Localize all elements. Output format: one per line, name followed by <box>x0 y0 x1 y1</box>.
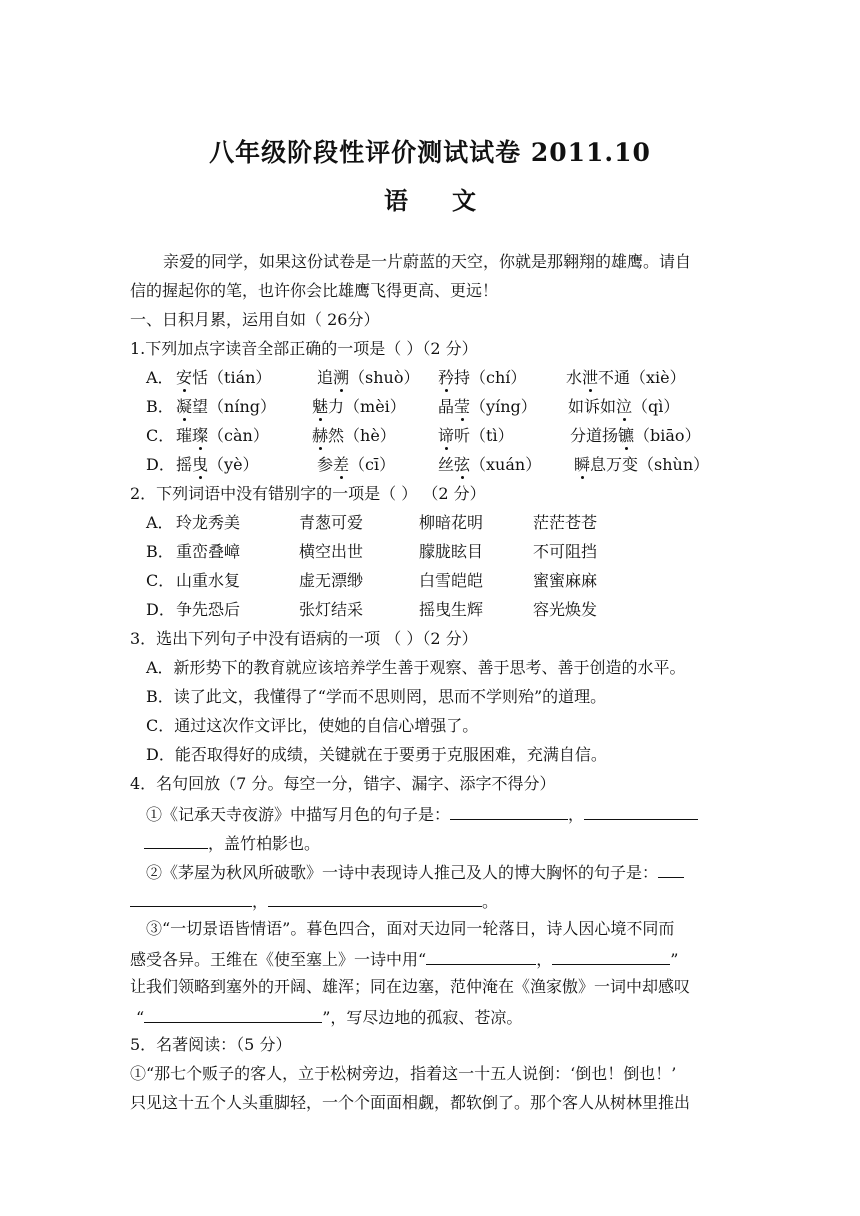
section-1-heading: 一、日积月累，运用自如（ 26分） <box>130 310 380 329</box>
option-item: 如诉如泣（qì） <box>568 397 680 416</box>
q4-item-1 <box>146 802 746 826</box>
option-label: C． <box>146 426 175 445</box>
q4-item-3-line-2 <box>130 947 730 971</box>
q4-item-2-text: ②《茅屋为秋风所破歌》一诗中表现诗人推己及人的博大胸怀的句子是： <box>146 863 659 882</box>
option-item: 参差（cī） <box>317 455 396 474</box>
option-item: 谛听（tì） <box>438 426 514 445</box>
comma: ， <box>568 805 585 824</box>
option-label: A． <box>146 513 174 532</box>
q5-line-1: ①“那七个贩子的客人，立于松树旁边，指着这一十五人说倒：‘倒也！倒也！’ <box>130 1064 677 1083</box>
option-label: C． <box>146 571 175 590</box>
option-item: 茫茫苍苍 <box>533 513 598 532</box>
answer-blank[interactable] <box>450 802 568 820</box>
page-title: 八年级阶段性评价测试试卷 2011.10 <box>209 138 651 167</box>
option-item: 璀璨（càn） <box>176 426 269 445</box>
answer-blank[interactable] <box>584 802 698 820</box>
option-item: 蜜蜜麻麻 <box>533 571 598 590</box>
q4-stem: 4．名句回放（7 分。每空一分，错字、漏字、添字不得分） <box>130 774 556 793</box>
option-item: 瞬息万变（shùn） <box>574 455 710 474</box>
option-item: 丝弦（xuán） <box>438 455 542 474</box>
q2-stem: 2．下列词语中没有错别字的一项是（ ） （2 分） <box>130 484 486 503</box>
q3-option-d: D．能否取得好的成绩，关键就在于要勇于克服困难，充满自信。 <box>146 745 607 764</box>
q5-stem: 5．名著阅读：（5 分） <box>130 1035 292 1054</box>
option-item: 追溯（shuò） <box>317 368 420 387</box>
q4-item-3-line-4 <box>136 1005 736 1029</box>
option-item: 晶莹（yíng） <box>438 397 537 416</box>
q4-item-2 <box>146 860 746 884</box>
option-item: 张灯结采 <box>299 600 364 619</box>
option-item: 争先恐后 <box>176 600 241 619</box>
q4-item-3-end: ”，写尽边地的孤寂、苍凉。 <box>322 1008 523 1027</box>
q4-item-3-line-3: 让我们领略到塞外的开阔、雄浑；同在边塞，范仲淹在《渔家傲》一词中却感叹 <box>130 977 691 996</box>
intro-line-2: 信的握起你的笔，也许你会比雄鹰飞得更高、更远！ <box>130 281 499 300</box>
q1-stem: 1.下列加点字读音全部正确的一项是（ ）（2 分） <box>130 339 478 358</box>
option-item: 横空出世 <box>299 542 364 561</box>
option-label: D． <box>146 455 175 474</box>
option-item: 虚无漂缈 <box>299 571 364 590</box>
option-item: 水泄不通（xiè） <box>566 368 686 387</box>
left-quote: “ <box>136 1008 145 1027</box>
answer-blank[interactable] <box>426 947 536 965</box>
q3-option-b: B．读了此文，我懂得了“学而不思则罔，思而不学则殆”的道理。 <box>146 687 607 706</box>
q4-item-3-line-1: ③“一切景语皆情语”。暮色四合，面对天边同一轮落日，诗人因心境不同而 <box>146 919 675 938</box>
q4-item-1-end: ，盖竹柏影也。 <box>208 834 321 853</box>
q3-option-c: C．通过这次作文评比，使她的自信心增强了。 <box>146 716 479 735</box>
answer-blank[interactable] <box>658 860 684 878</box>
option-item: 白雪皑皑 <box>419 571 484 590</box>
option-item: 重峦叠嶂 <box>176 542 241 561</box>
option-item: 摇曳生辉 <box>419 600 484 619</box>
option-item: 分道扬镳（biāo） <box>570 426 701 445</box>
option-item: 不可阻挡 <box>533 542 598 561</box>
comma: ， <box>252 892 269 911</box>
option-item: 柳暗花明 <box>419 513 484 532</box>
option-item: 青葱可爱 <box>299 513 364 532</box>
option-label: A． <box>146 368 174 387</box>
answer-blank[interactable] <box>144 1005 322 1023</box>
q3-option-a: A．新形势下的教育就应该培养学生善于观察、善于思考、善于创造的水平。 <box>146 658 686 677</box>
answer-blank[interactable] <box>552 947 670 965</box>
q3-stem: 3．选出下列句子中没有语病的一项 （ ）（2 分） <box>130 629 478 648</box>
answer-blank[interactable] <box>130 889 252 907</box>
option-item: 摇曳（yè） <box>176 455 259 474</box>
option-label: B． <box>146 542 174 561</box>
option-item: 容光焕发 <box>533 600 598 619</box>
intro-line-1: 亲爱的同学，如果这份试卷是一片蔚蓝的天空，你就是那翱翔的雄鹰。请自 <box>163 252 692 271</box>
q4-item-1-cont <box>144 831 744 855</box>
subject-title: 语文 <box>384 186 520 215</box>
option-label: B． <box>146 397 174 416</box>
q5-line-2: 只见这十五个人头重脚轻，一个个面面相觑，都软倒了。那个客人从树林里推出 <box>130 1093 691 1112</box>
right-quote: ” <box>670 950 679 969</box>
option-item: 山重水复 <box>176 571 241 590</box>
option-item: 玲龙秀美 <box>176 513 241 532</box>
option-item: 赫然（hè） <box>312 426 396 445</box>
option-item: 矜持（chí） <box>438 368 527 387</box>
q4-item-3-text: 感受各异。王维在《使至塞上》一诗中用“ <box>130 950 427 969</box>
option-label: D． <box>146 600 175 619</box>
answer-blank[interactable] <box>144 831 208 849</box>
option-item: 安恬（tián） <box>176 368 272 387</box>
answer-blank[interactable] <box>268 889 482 907</box>
q4-item-1-text: ①《记承天寺夜游》中描写月色的句子是： <box>146 805 451 824</box>
option-item: 凝望（níng） <box>176 397 276 416</box>
comma: ， <box>536 950 553 969</box>
q4-item-2-cont <box>130 889 730 913</box>
option-item: 魅力（mèi） <box>312 397 406 416</box>
period: 。 <box>482 892 499 911</box>
option-item: 朦胧眩目 <box>419 542 484 561</box>
